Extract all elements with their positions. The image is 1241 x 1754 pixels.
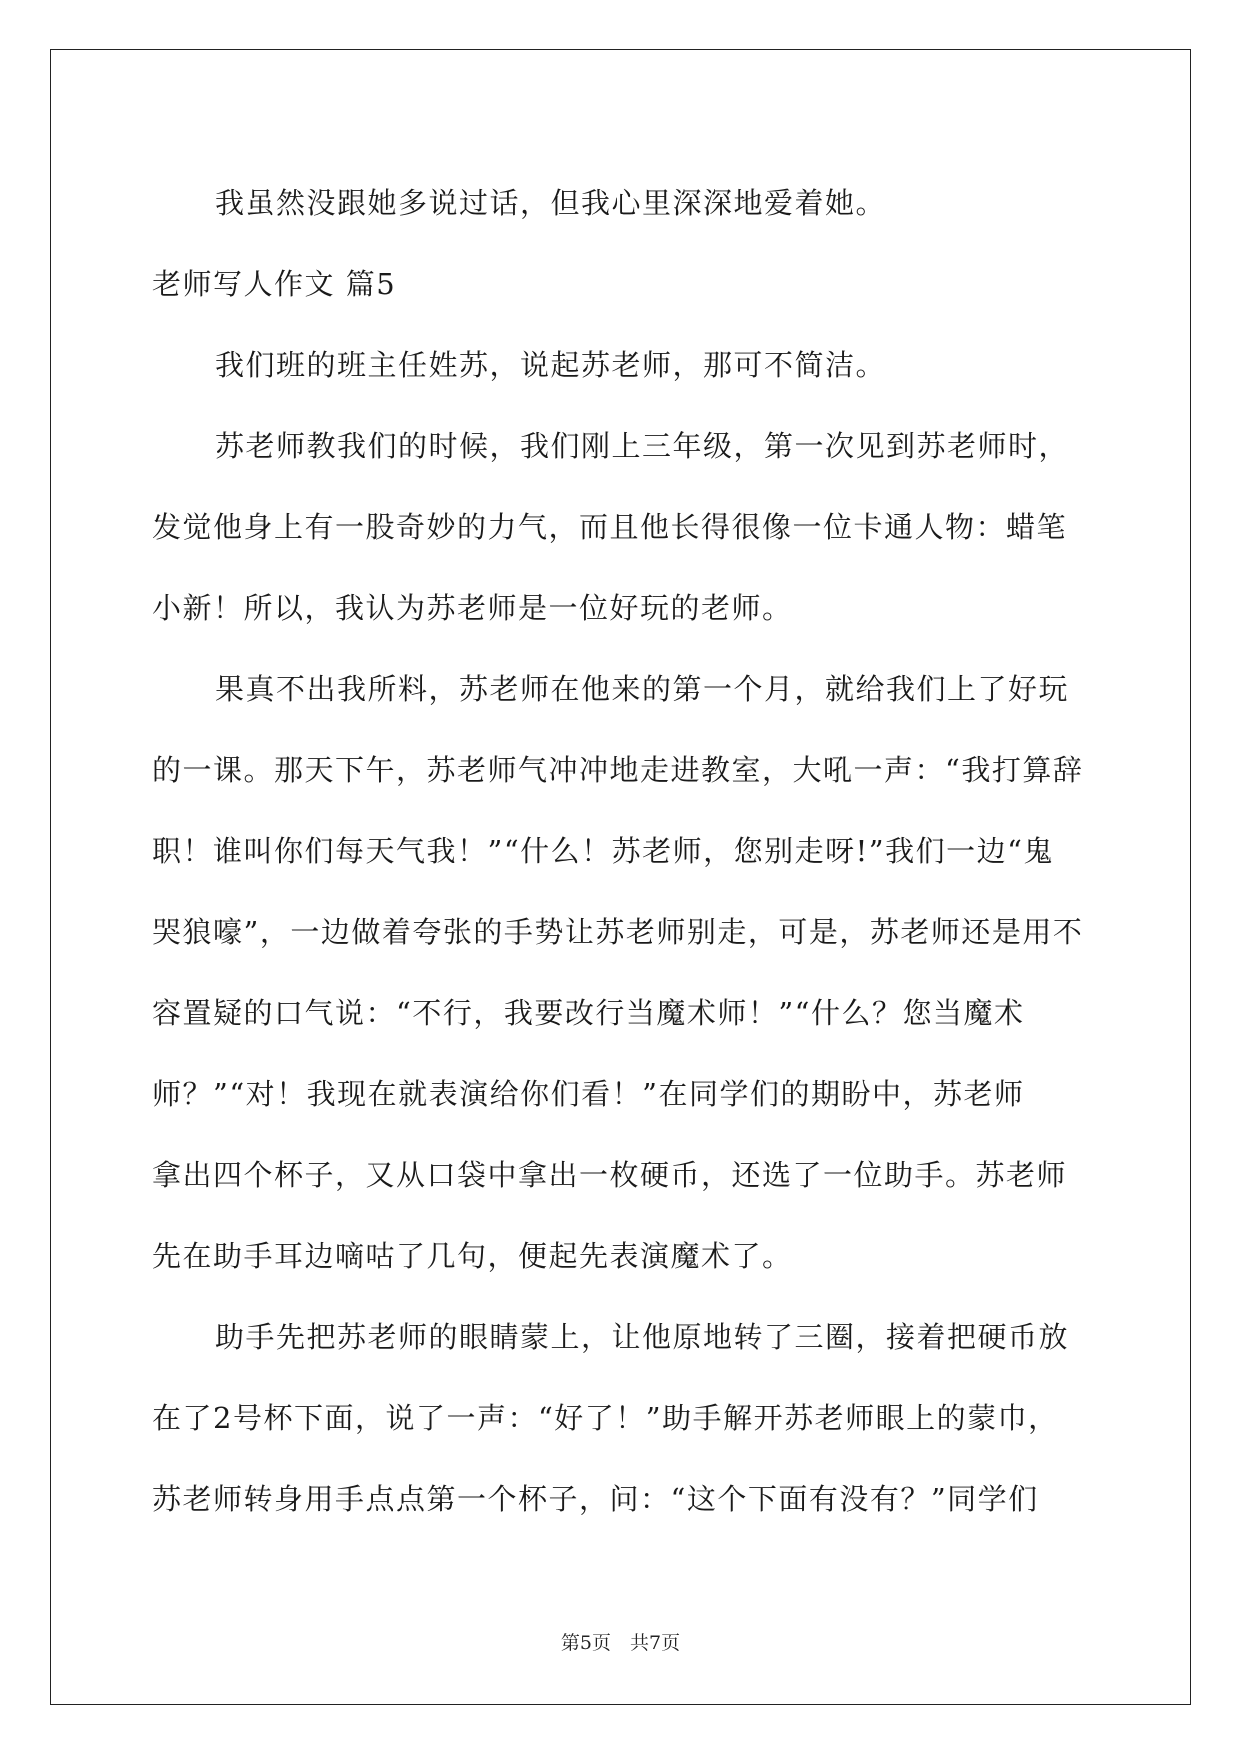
paragraph — [152, 325, 1087, 406]
paragraph — [152, 163, 1087, 244]
text-line: 我虽然没跟她多说过话，但我心里深深地爱着她。 — [215, 186, 887, 220]
text-line: 容置疑的口气说：“不行，我要改行当魔术师！”“什么？您当魔术 — [152, 996, 1025, 1030]
text-line: 哭狼嚎”，一边做着夸张的手势让苏老师别走，可是，苏老师还是用不 — [152, 915, 1084, 949]
text-line: 发觉他身上有一股奇妙的力气，而且他长得很像一位卡通人物：蜡笔 — [152, 510, 1068, 544]
text-line: 的一课。那天下午，苏老师气冲冲地走进教室，大吼一声：“我打算辞 — [152, 753, 1084, 787]
text-line: 苏老师转身用手点点第一个杯子，问：“这个下面有没有？”同学们 — [152, 1482, 1039, 1516]
text-line: 在了2号杯下面，说了一声：“好了！”助手解开苏老师眼上的蒙巾， — [152, 1401, 1059, 1435]
text-line: 苏老师教我们的时候，我们刚上三年级，第一次见到苏老师时， — [215, 429, 1070, 463]
text-line: 助手先把苏老师的眼睛蒙上，让他原地转了三圈，接着把硬币放 — [215, 1320, 1070, 1354]
text-line: 我们班的班主任姓苏，说起苏老师，那可不简洁。 — [215, 348, 887, 382]
paragraph — [152, 406, 1087, 649]
heading-text: 老师写人作文 篇5 — [152, 267, 397, 301]
paragraph — [152, 649, 1087, 1297]
text-line: 师？”“对！我现在就表演给你们看！”在同学们的期盼中，苏老师 — [152, 1077, 1025, 1111]
text-line: 果真不出我所料，苏老师在他来的第一个月，就给我们上了好玩 — [215, 672, 1070, 706]
text-line: 先在助手耳边嘀咕了几句，便起先表演魔术了。 — [152, 1239, 793, 1273]
paragraph — [152, 1297, 1087, 1540]
section-heading — [152, 244, 1087, 325]
page-number: 第5页 共7页 — [560, 1632, 681, 1654]
document-body — [152, 163, 1087, 1540]
text-line: 职！谁叫你们每天气我！”“什么！苏老师，您别走呀!”我们一边“鬼 — [152, 834, 1054, 868]
text-line: 拿出四个杯子，又从口袋中拿出一枚硬币，还选了一位助手。苏老师 — [152, 1158, 1068, 1192]
text-line: 小新！所以，我认为苏老师是一位好玩的老师。 — [152, 591, 793, 625]
